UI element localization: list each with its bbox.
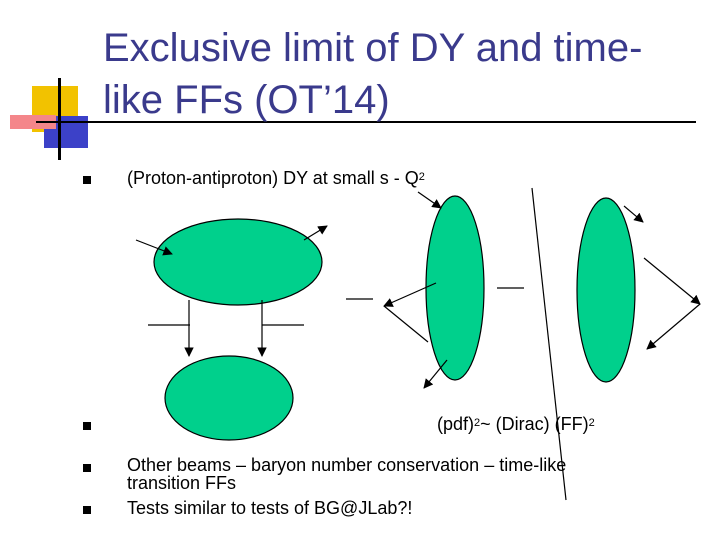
- formula-text: [437, 414, 595, 435]
- bullet-text-3: Other beams – baryon number conservation – time-like transition FFs: [127, 455, 567, 493]
- left-vertical-blob: [426, 196, 484, 380]
- upper-blob: [154, 219, 322, 305]
- bullet-1-sup: 2: [418, 171, 425, 183]
- bullet-marker-4: [83, 506, 91, 514]
- diagram-left: [136, 219, 327, 440]
- right-vertical-blob: [577, 198, 635, 382]
- formula-part-2: ~ (Dirac) (FF): [480, 414, 589, 434]
- title-line-2: like FFs (OT’14): [103, 78, 390, 122]
- bullet-1-label: (Proton-antiproton) DY at small s - Q: [127, 168, 419, 188]
- formula-sup-1: 2: [474, 417, 481, 429]
- diagram-right: [346, 188, 700, 500]
- formula-part-1: (pdf): [437, 414, 475, 434]
- title-line-1: Exclusive limit of DY and time-: [103, 26, 643, 70]
- bullet-marker-2: [83, 422, 91, 430]
- formula-sup-2: 2: [588, 417, 595, 429]
- lower-blob: [165, 356, 293, 440]
- bullet-text-4: Tests similar to tests of BG@JLab?!: [127, 498, 413, 518]
- bullet-marker-3: [83, 464, 91, 472]
